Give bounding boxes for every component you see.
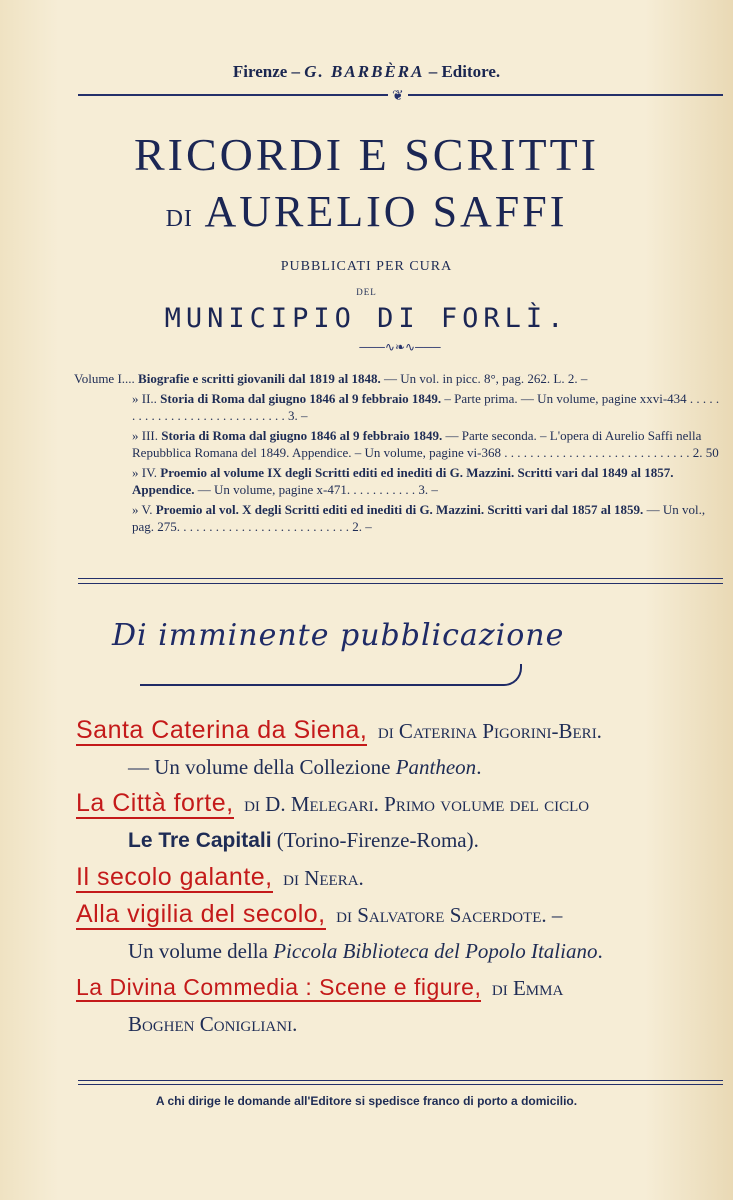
volume-label: » V. [132, 502, 153, 517]
volume-item [74, 464, 724, 498]
heading-flourish [140, 664, 522, 686]
municipio-title: MUNICIPIO DI FORLÌ. [164, 303, 569, 334]
curated-by: PUBBLICATI PER CURA [280, 259, 453, 274]
entry-details [76, 933, 726, 969]
entry-title: Santa Caterina da Siena, [76, 716, 368, 744]
entry-details [76, 1006, 726, 1042]
volume-title: Proemio al vol. X degli Scritti editi ed inediti di G. Mazzini. Scritti vari dal 1857 al 1859. [155, 502, 644, 517]
publisher-role: – Editore. [424, 62, 501, 81]
entry-series: Le Tre Capitali [128, 829, 272, 852]
volume-title: Proemio al volume IX degli Scritti editi ed inediti di G. Mazzini. Scritti vari dal 1849 al 1857. Appendice. [132, 465, 674, 497]
volume-item [74, 370, 724, 387]
forthcoming-item [76, 969, 726, 1006]
publisher-line [0, 62, 733, 82]
entry-title: La Divina Commedia : Scene e figure, [76, 974, 482, 1000]
title-author: AURELIO SAFFI [204, 187, 568, 236]
volume-label: Volume I.... [74, 371, 135, 386]
volume-label: » II.. [132, 391, 157, 406]
entry-author: di Emma [491, 976, 564, 1000]
volume-title: Storia di Roma dal giugno 1846 al 9 febbraio 1849. [161, 428, 443, 443]
publisher-name: G. BARBÈRA [304, 62, 425, 81]
entry-detail-end: . [476, 755, 482, 779]
entry-details [76, 749, 726, 785]
entry-title: Il secolo galante, [76, 863, 273, 891]
entry-author: di Neera. [283, 866, 364, 890]
entry-author: di D. Melegari. Primo volume del ciclo [244, 792, 590, 816]
divider-ornament-icon: ───∿❧∿─── [359, 340, 441, 354]
entry-title: La Città forte, [76, 789, 234, 817]
volume-details: — Un volume, pagine x-471. . . . . . . . . . . 3. – [194, 482, 438, 497]
forthcoming-item [76, 785, 726, 822]
title-di: DI [165, 206, 193, 232]
fleuron-ornament-icon: ❦ [388, 88, 408, 105]
volume-title: Biografie e scritti giovanili dal 1819 al 1848. [138, 371, 381, 386]
volume-item [74, 501, 724, 535]
entry-details [76, 822, 726, 859]
volume-label: » IV. [132, 465, 158, 480]
entry-author-cont: Boghen Conigliani. [128, 1012, 298, 1036]
forthcoming-heading: Di imminente pubblicazione [112, 618, 565, 653]
volume-list [74, 370, 724, 538]
volume-label: » III. [132, 428, 158, 443]
entry-series: Pantheon [395, 755, 477, 779]
entry-detail-text: Un volume della [128, 939, 274, 963]
entry-author: di Salvatore Sacerdote. – [336, 903, 563, 927]
volume-item [74, 427, 724, 461]
del-label: DEL [356, 287, 377, 297]
volume-details: — Un vol., pag. 275. . . . . . . . . . . . . . . . . . . . . . . . . . . 2. – [132, 502, 706, 534]
forthcoming-item [76, 896, 726, 933]
volume-item [74, 390, 724, 424]
forthcoming-list [76, 712, 726, 1042]
entry-title: Alla vigilia del secolo, [76, 900, 326, 928]
volume-details: — Un vol. in picc. 8°, pag. 262. L. 2. – [380, 371, 588, 386]
publisher-city: Firenze – [232, 62, 305, 81]
forthcoming-item [76, 712, 726, 749]
forthcoming-item [76, 859, 726, 896]
title-line-2 [0, 186, 733, 237]
footer-note: A chi dirige le domande all'Editore si spedisce franco di porto a domicilio. [155, 1094, 578, 1108]
entry-series: Piccola Biblioteca del Popolo Italiano [273, 939, 598, 963]
footer-rule [78, 1080, 723, 1081]
section-rule [78, 583, 723, 584]
entry-detail-text: — Un volume della Collezione [128, 755, 396, 779]
volume-title: Storia di Roma dal giugno 1846 al 9 febbraio 1849. [160, 391, 442, 406]
footer-rule [78, 1084, 723, 1085]
entry-detail-end: . [597, 939, 603, 963]
entry-detail-text: (Torino-Firenze-Roma). [271, 828, 479, 852]
volume-details: — Parte seconda. – L'opera di Aurelio Saffi nella Repubblica Romana del 1849. Appendice. – Un volume, pagine vi-368 . . . . . . . . . . . . . . . . . . . . . . . . . . . . . 2. 50 [132, 428, 719, 460]
title-line-1: RICORDI E SCRITTI [134, 129, 599, 180]
section-rule [78, 578, 723, 579]
volume-details: – Parte prima. — Un volume, pagine xxvi-434 . . . . . . . . . . . . . . . . . . . . . . . . . . . . . 3. – [132, 391, 720, 423]
entry-author: di Caterina Pigorini-Beri. [377, 719, 602, 743]
